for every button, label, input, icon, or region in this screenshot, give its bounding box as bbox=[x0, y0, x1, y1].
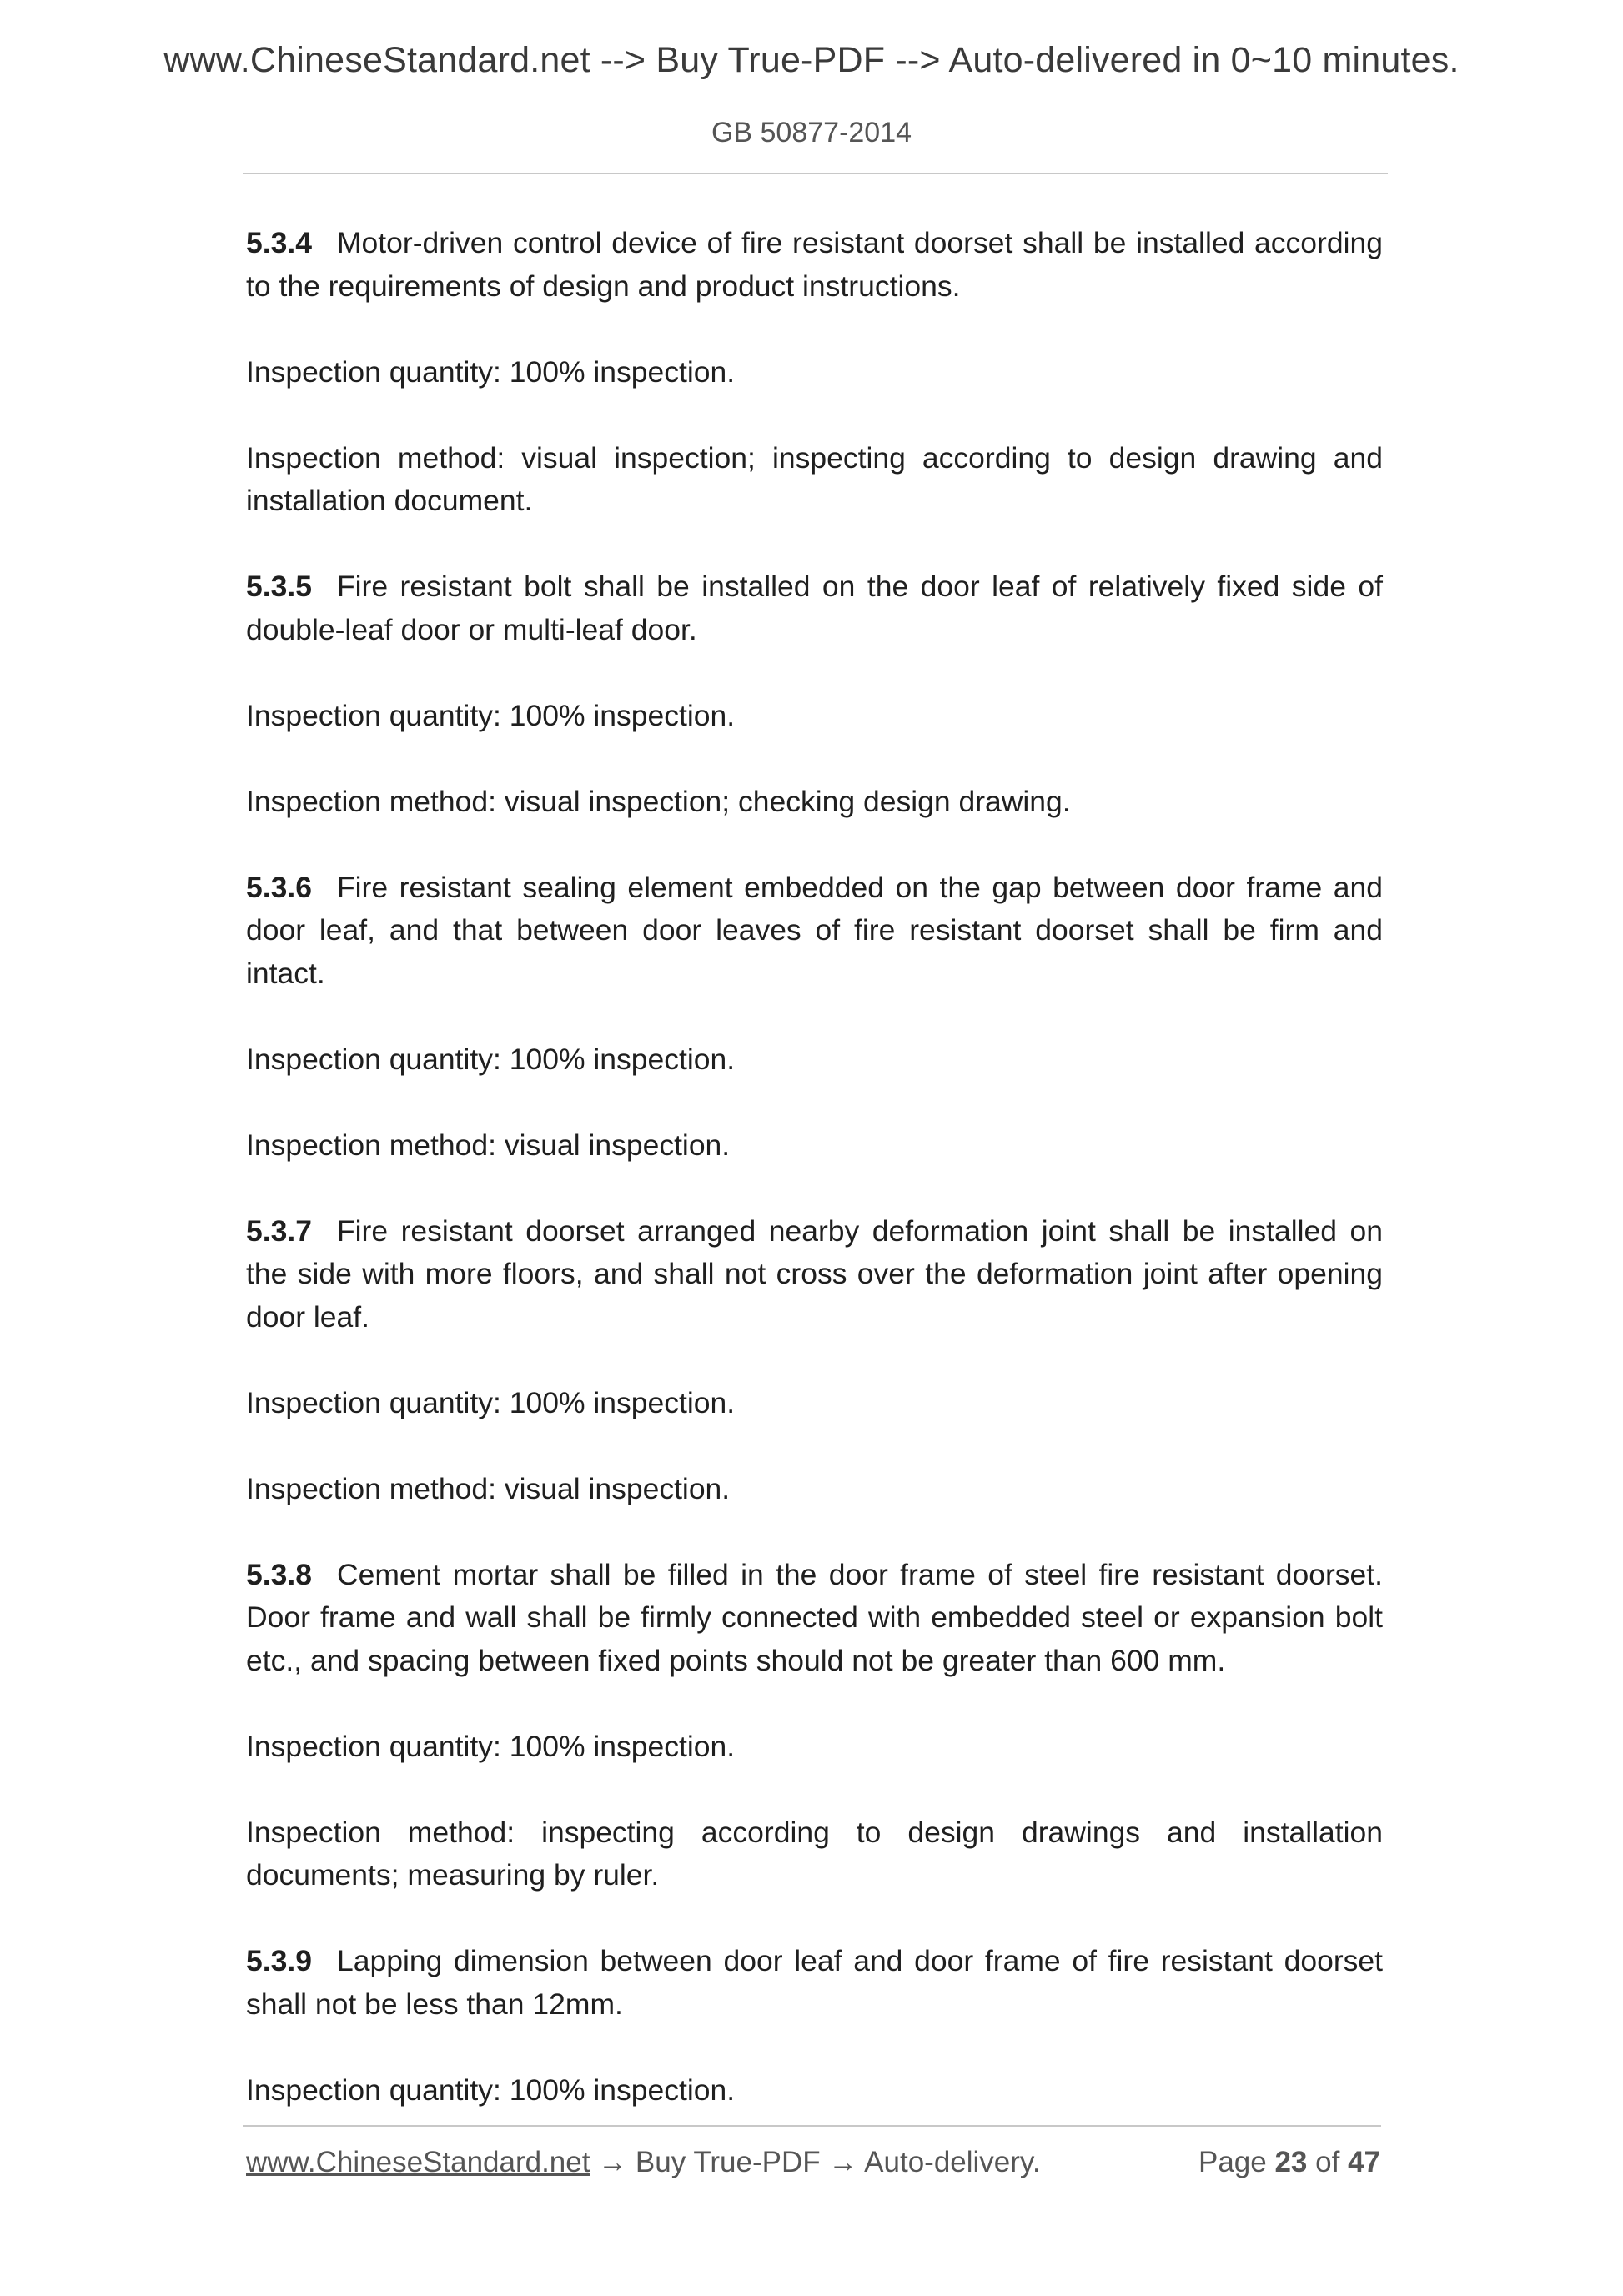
page-total: 47 bbox=[1348, 2146, 1380, 2178]
clause-text: Fire resistant bolt shall be installed on the door leaf of relatively fixed side of double-leaf door or multi-leaf door. bbox=[246, 570, 1383, 646]
clause-5-3-9 bbox=[246, 1940, 1383, 2026]
inspection-method: Inspection method: visual inspection. bbox=[246, 1471, 731, 1505]
document-body bbox=[246, 222, 1383, 2155]
footer-divider bbox=[243, 2125, 1381, 2127]
document-code: GB 50877-2014 bbox=[711, 117, 912, 148]
inspection-quantity: Inspection quantity: 100% inspection. bbox=[246, 698, 736, 732]
footer-left bbox=[246, 2146, 1041, 2179]
clause-number: 5.3.5 bbox=[246, 570, 312, 603]
clause-number: 5.3.6 bbox=[246, 870, 312, 904]
of-label: of bbox=[1315, 2146, 1340, 2178]
clause-text: Cement mortar shall be filled in the door frame of steel fire resistant doorset. Door frame and wall shall be firmly connected with embedded steel or expansion bolt etc., and spacing between fixed points should not be greater than 600 mm. bbox=[246, 1557, 1383, 1677]
clause-text: Motor-driven control device of fire resistant doorset shall be installed according to the requirements of design and product instructions. bbox=[246, 226, 1383, 303]
footer-site-link[interactable]: www.ChineseStandard.net bbox=[246, 2146, 590, 2178]
page-label: Page bbox=[1198, 2146, 1267, 2178]
clause-text: Fire resistant sealing element embedded on the gap between door frame and door leaf, and that between door leaves of fire resistant doorset shall be firm and intact. bbox=[246, 870, 1383, 990]
clause-5-3-4 bbox=[246, 222, 1383, 308]
inspection-method: Inspection method: inspecting according to design drawings and installation documents; measuring by ruler. bbox=[246, 1815, 1383, 1892]
inspection-method: Inspection method: visual inspection; inspecting according to design drawing and installation document. bbox=[246, 440, 1383, 517]
clause-5-3-5 bbox=[246, 565, 1383, 651]
clause-5-3-8 bbox=[246, 1554, 1383, 1683]
header-divider bbox=[243, 173, 1388, 174]
inspection-quantity: Inspection quantity: 100% inspection. bbox=[246, 1385, 736, 1419]
clause-text: Lapping dimension between door leaf and door frame of fire resistant doorset shall not be less than 12mm. bbox=[246, 1944, 1383, 2021]
inspection-quantity: Inspection quantity: 100% inspection. bbox=[246, 1729, 736, 1763]
clause-text: Fire resistant doorset arranged nearby deformation joint shall be installed on the side with more floors, and shall not cross over the deformation joint after opening door leaf. bbox=[246, 1213, 1383, 1334]
inspection-quantity: Inspection quantity: 100% inspection. bbox=[246, 1042, 736, 1076]
footer-tagline: → Buy True-PDF → Auto-delivery. bbox=[590, 2146, 1041, 2178]
clause-5-3-7 bbox=[246, 1210, 1383, 1339]
clause-5-3-6 bbox=[246, 867, 1383, 996]
clause-number: 5.3.8 bbox=[246, 1557, 312, 1591]
inspection-quantity: Inspection quantity: 100% inspection. bbox=[246, 354, 736, 389]
clause-number: 5.3.4 bbox=[246, 226, 312, 259]
inspection-quantity: Inspection quantity: 100% inspection. bbox=[246, 2072, 736, 2107]
page-indicator bbox=[1198, 2146, 1380, 2179]
inspection-method: Inspection method: visual inspection; checking design drawing. bbox=[246, 784, 1071, 818]
clause-number: 5.3.9 bbox=[246, 1944, 312, 1977]
page-current: 23 bbox=[1274, 2146, 1308, 2178]
inspection-method: Inspection method: visual inspection. bbox=[246, 1128, 731, 1162]
clause-number: 5.3.7 bbox=[246, 1213, 312, 1248]
site-banner: www.ChineseStandard.net --> Buy True-PDF --> Auto-delivered in 0~10 minutes. bbox=[163, 40, 1460, 80]
